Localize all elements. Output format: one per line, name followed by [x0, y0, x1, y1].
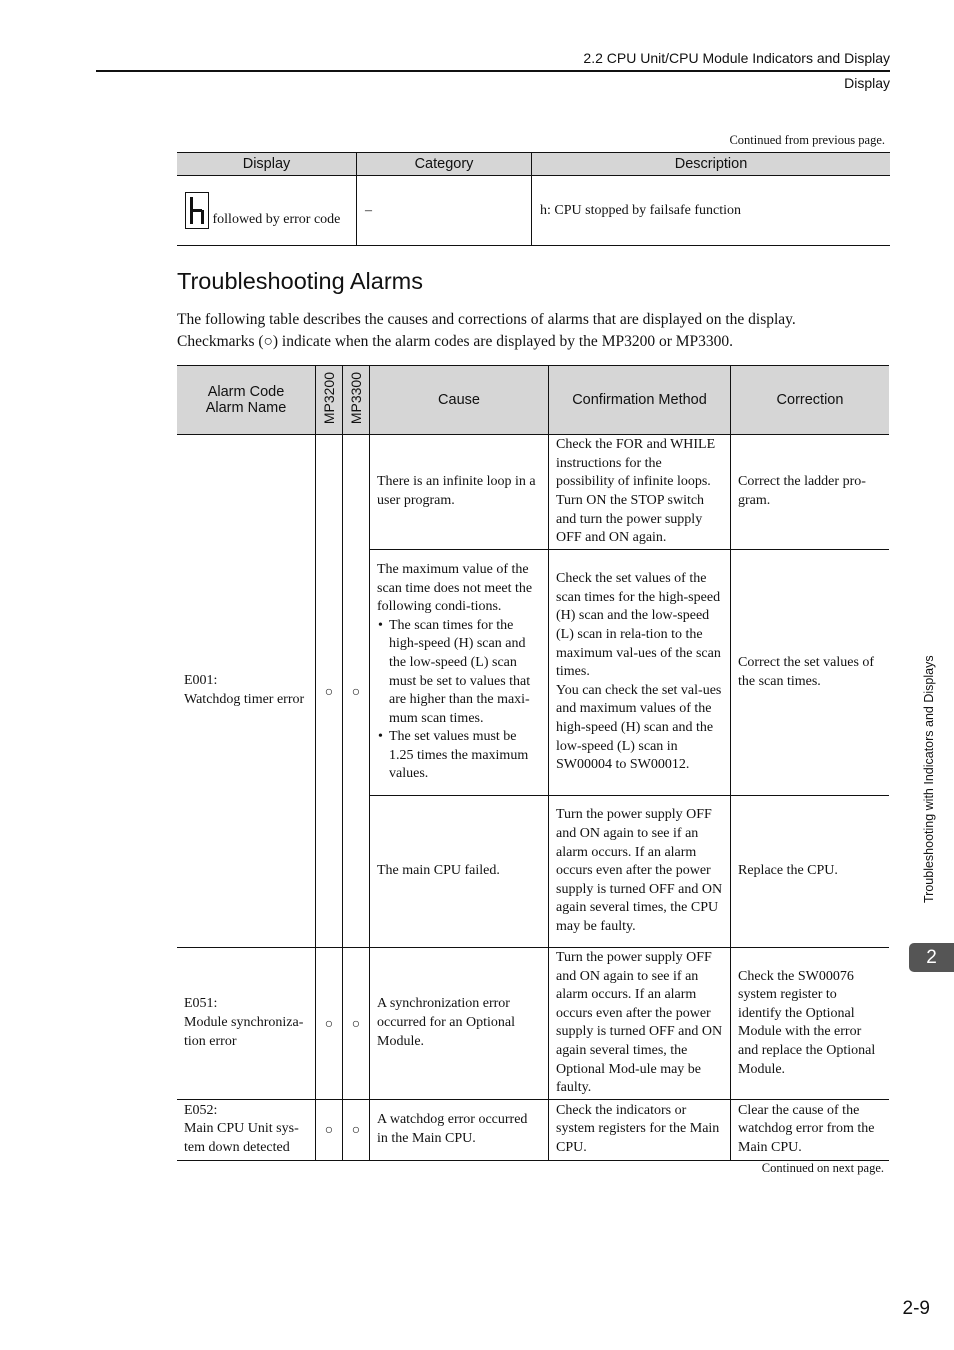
- mp3300-check: ○: [343, 948, 370, 1100]
- table-row: [177, 1099, 889, 1160]
- confirmation-cell: Check the indicators or system registers for the Main CPU.: [549, 1099, 731, 1160]
- cause-cell: The main CPU failed.: [370, 796, 549, 948]
- mp3200-check: ○: [316, 1099, 343, 1160]
- cause-cell: A watchdog error occurred in the Main CPU.: [370, 1099, 549, 1160]
- seven-segment-h-icon: [185, 192, 209, 229]
- cause-text: The maximum value of the scan time does not meet the following condi-tions.: [377, 561, 533, 615]
- alarm-code: E052:: [184, 1102, 218, 1118]
- col-category: Category: [357, 153, 532, 176]
- intro-line-1: The following table describes the causes and corrections of alarms that are displayed on the display.: [177, 311, 796, 328]
- side-tab-label: Troubleshooting with Indicators and Displays: [922, 655, 936, 903]
- category-cell: –: [357, 176, 532, 246]
- header-subsection: Display: [844, 75, 890, 91]
- cause-cell: [370, 550, 549, 796]
- col-mp3200-label: MP3200: [321, 371, 337, 425]
- col-mp3300: [343, 366, 370, 435]
- cause-cell: A synchronization error occurred for an Optional Module.: [370, 948, 549, 1100]
- section-title: Troubleshooting Alarms: [177, 268, 424, 294]
- table-row: [177, 435, 889, 550]
- continued-from-note: Continued from previous page.: [729, 133, 885, 147]
- alarm-name: Module synchroniza-tion error: [184, 1015, 304, 1049]
- display-cell: [177, 176, 357, 246]
- intro-line-2: Checkmarks (○) indicate when the alarm codes are displayed by the MP3200 or MP3300.: [177, 332, 734, 350]
- correction-cell: Replace the CPU.: [731, 796, 890, 948]
- header-section-title: 2.2 CPU Unit/CPU Module Indicators and Display: [583, 50, 890, 66]
- confirmation-text: You can check the set val-ues and maximum values of the high-speed (H) scan and the low-speed (L) scan in SW00004 to SW00012.: [556, 682, 722, 773]
- description-cell: h: CPU stopped by failsafe function: [532, 176, 891, 246]
- cause-cell: There is an infinite loop in a user program.: [370, 435, 549, 550]
- intro-text: [177, 309, 897, 352]
- col-alarm-code-line2: Alarm Name: [205, 400, 287, 416]
- confirmation-cell: Turn the power supply OFF and ON again to see if an alarm occurs. If an alarm occurs even after the power supply is turned OFF and ON again several times, the CPU may be faulty.: [549, 796, 731, 948]
- col-confirmation: Confirmation Method: [549, 366, 731, 435]
- alarm-name: Watchdog timer error: [184, 692, 305, 707]
- col-description: Description: [532, 153, 891, 176]
- mp3300-check: ○: [343, 435, 370, 948]
- correction-cell: Check the SW00076 system register to identify the Optional Module with the error and replace the Optional Module.: [731, 948, 890, 1100]
- cause-bullet-list: [377, 617, 541, 784]
- confirmation-cell: Check the FOR and WHILE instructions for the possibility of infinite loops. Turn ON the STOP switch and turn the power supply OFF and ON again.: [549, 435, 731, 550]
- col-display: Display: [177, 153, 357, 176]
- confirmation-cell: Turn the power supply OFF and ON again to see if an alarm occurs. If an alarm occurs even after the power supply is turned OFF and ON again several times, the Optional Mod-ule may be faulty.: [549, 948, 731, 1100]
- alarm-code-cell: [177, 1099, 316, 1160]
- chapter-tab: 2: [909, 943, 954, 972]
- correction-cell: Correct the ladder pro-gram.: [731, 435, 890, 550]
- col-cause: Cause: [370, 366, 549, 435]
- list-item: • The scan times for the high-speed (H) scan and the low-speed (L) scan must be set to values that are higher than the maxi-mum scan times.: [389, 617, 541, 729]
- confirmation-text: Check the set values of the scan times for the high-speed (H) scan and the low-speed (L) scan in rela-tion to the maximum val-ues of the scan times.: [556, 571, 721, 680]
- confirmation-cell: [549, 550, 731, 796]
- correction-cell: Clear the cause of the watchdog error from the Main CPU.: [731, 1099, 890, 1160]
- list-item: • The set values must be 1.25 times the maximum values.: [389, 728, 541, 784]
- alarm-name: Main CPU Unit sys-tem down detected: [184, 1121, 299, 1156]
- col-alarm-code-line1: Alarm Code: [207, 384, 285, 400]
- page-number: 2-9: [902, 1298, 930, 1319]
- display-cell-text: followed by error code: [209, 212, 341, 227]
- display-table: [177, 152, 890, 246]
- alarm-code-cell: [177, 948, 316, 1100]
- col-correction: Correction: [731, 366, 890, 435]
- mp3300-check: ○: [343, 1099, 370, 1160]
- correction-cell: Correct the set values of the scan times.: [731, 550, 890, 796]
- col-mp3300-label: MP3300: [348, 371, 364, 425]
- mp3200-check: ○: [316, 948, 343, 1100]
- alarm-table: [177, 365, 889, 1161]
- col-mp3200: [316, 366, 343, 435]
- alarm-code: E001:: [184, 673, 218, 689]
- col-alarm-code: [177, 366, 316, 435]
- continued-on-note: Continued on next page.: [761, 1161, 884, 1175]
- alarm-code: E051:: [184, 996, 218, 1012]
- header-rule: [96, 70, 890, 72]
- alarm-code-cell: [177, 435, 316, 948]
- mp3200-check: ○: [316, 435, 343, 948]
- table-row: [177, 948, 889, 1100]
